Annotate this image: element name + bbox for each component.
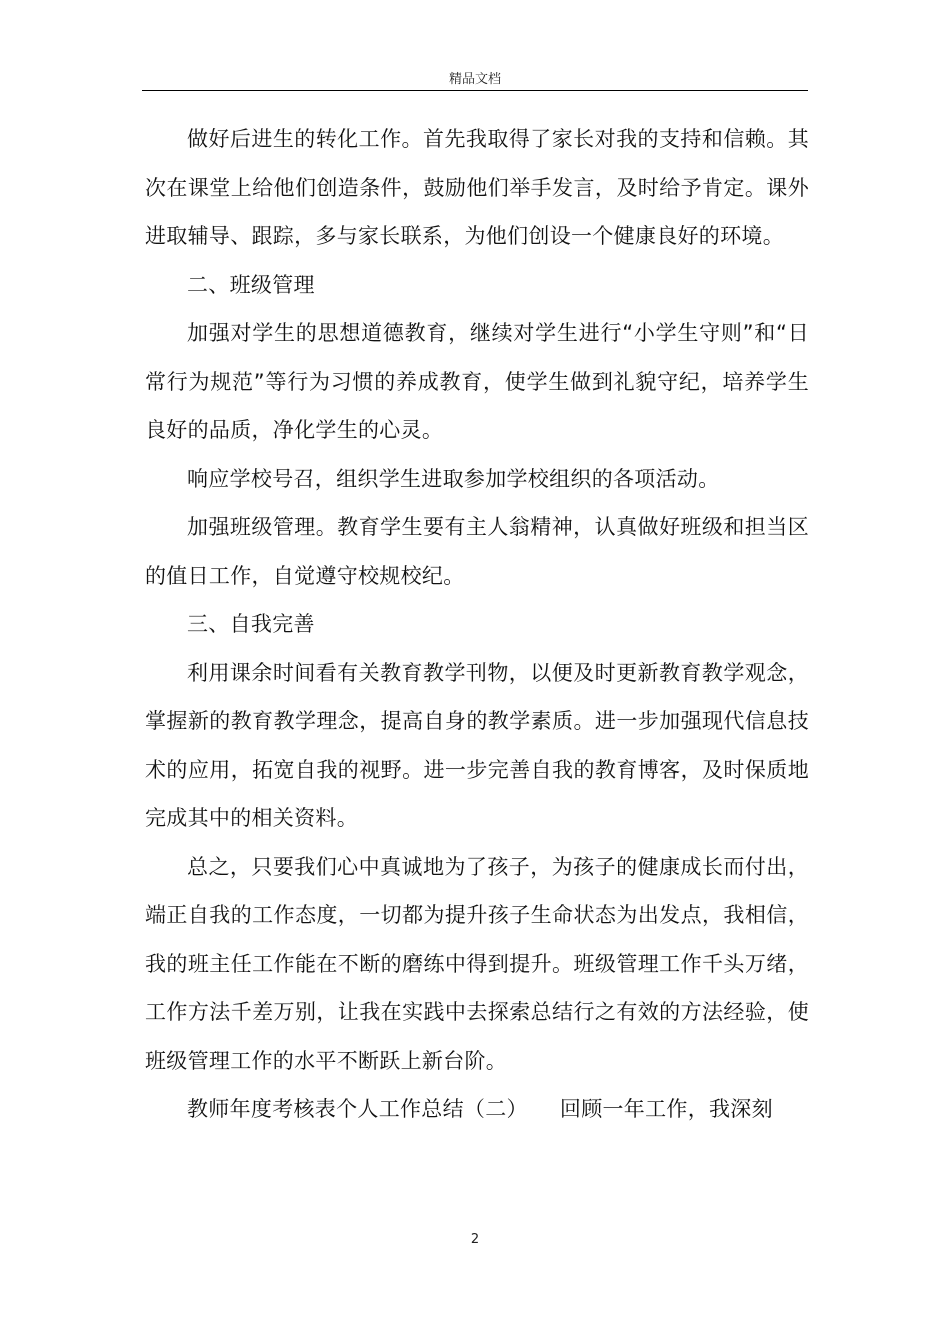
paragraph: 加强对学生的思想道德教育，继续对学生进行“小学生守则”和“日常行为规范”等行为习惯的养成教育，使学生做到礼貌守纪，培养学生良好的品质，净化学生的心灵。 <box>145 321 809 442</box>
page-header: 精品文档 <box>448 72 501 87</box>
paragraph: 响应学校号召，组织学生进取参加学校组织的各项活动。 <box>187 466 720 491</box>
section-heading: 二、班级管理 <box>187 272 315 297</box>
paragraph: 总之，只要我们心中真诚地为了孩子，为孩子的健康成长而付出，端正自我的工作态度，一切都为提升孩子生命状态为出发点，我相信，我的班主任工作能在不断的磨练中得到提升。班级管理工作千头万绪，工作方法千差万别，让我在实践中去探索总结行之有效的方法经验，使班级管理工作的水平不断跃上新台阶。 <box>145 854 809 1073</box>
section-heading: 三、自我完善 <box>187 612 315 636</box>
header-divider <box>142 90 808 91</box>
paragraph: 做好后进生的转化工作。首先我取得了家长对我的支持和信赖。其次在课堂上给他们创造条件，鼓励他们举手发言，及时给予肯定。课外进取辅导、跟踪，多与家长联系，为他们创设一个健康良好的环境。 <box>145 127 809 248</box>
paragraph: 利用课余时间看有关教育教学刊物，以便及时更新教育教学观念，掌握新的教育教学理念，提高自身的教学素质。进一步加强现代信息技术的应用，拓宽自我的视野。进一步完善自我的教育博客，及时保质地完成其中的相关资料。 <box>145 660 809 830</box>
paragraph: 教师年度考核表个人工作总结（二） 回顾一年工作，我深刻 <box>187 1097 773 1121</box>
paragraph: 加强班级管理。教育学生要有主人翁精神，认真做好班级和担当区的值日工作，自觉遵守校规校纪。 <box>145 515 809 588</box>
document-body <box>145 115 809 1134</box>
page-number: 2 <box>470 1232 480 1247</box>
